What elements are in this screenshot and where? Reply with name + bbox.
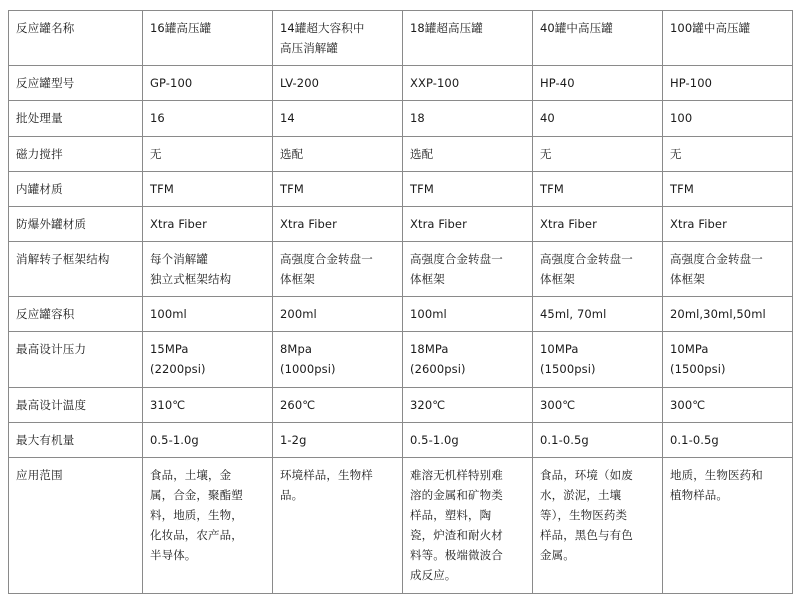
value-cell — [403, 206, 533, 241]
value-cell — [403, 297, 533, 332]
value-line: 无 — [540, 146, 552, 161]
row-label-text: 最高设计温度 — [16, 397, 87, 412]
value-line: 100罐中高压罐 — [670, 21, 751, 35]
value-cell — [143, 332, 273, 387]
value-line: Xtra Fiber — [410, 216, 467, 231]
value-cell — [663, 136, 793, 171]
table-row — [9, 457, 793, 593]
value-line: TFM — [150, 181, 174, 196]
value-cell — [533, 66, 663, 101]
row-label-cell — [9, 136, 143, 171]
value-cell — [403, 422, 533, 457]
value-line: 半导体。 — [150, 548, 197, 563]
row-label-text: 应用范围 — [16, 467, 63, 482]
value-line: 10MPa — [670, 342, 709, 357]
value-cell — [403, 11, 533, 66]
row-label-text: 防爆外罐材质 — [16, 216, 87, 231]
value-cell — [663, 11, 793, 66]
value-cell — [403, 171, 533, 206]
table-row — [9, 136, 793, 171]
value-cell — [273, 171, 403, 206]
value-cell — [663, 422, 793, 457]
row-label-cell — [9, 422, 143, 457]
value-line: 18罐超高压罐 — [410, 21, 483, 35]
row-label-text: 反应罐名称 — [16, 21, 75, 35]
value-line: (1000psi) — [280, 362, 336, 377]
table-row — [9, 422, 793, 457]
value-line: GP-100 — [150, 76, 193, 91]
value-line: 14 — [280, 111, 295, 126]
value-cell — [663, 241, 793, 296]
value-line: 植物样品。 — [670, 487, 728, 502]
value-line: 体框架 — [670, 272, 705, 286]
value-line: 体框架 — [540, 272, 575, 286]
value-line: Xtra Fiber — [280, 216, 337, 231]
value-line: 100 — [670, 111, 693, 126]
value-cell — [663, 171, 793, 206]
value-line: 选配 — [280, 146, 304, 161]
value-line: 45ml, 70ml — [540, 307, 607, 322]
value-cell — [143, 422, 273, 457]
value-line: 高压消解罐 — [280, 41, 338, 56]
value-cell — [403, 66, 533, 101]
row-label-text: 反应罐容积 — [16, 307, 75, 322]
value-cell — [663, 457, 793, 593]
value-line: TFM — [280, 181, 304, 196]
value-cell — [143, 297, 273, 332]
value-cell — [403, 457, 533, 593]
value-cell — [663, 332, 793, 387]
value-line: (1500psi) — [540, 362, 596, 377]
value-line: 10MPa — [540, 342, 579, 357]
value-cell — [273, 66, 403, 101]
value-line: TFM — [410, 181, 434, 196]
value-cell — [273, 457, 403, 593]
value-line: 成反应。 — [410, 568, 457, 583]
value-line: (2600psi) — [410, 362, 466, 377]
value-line: 310℃ — [150, 397, 186, 412]
value-line: 样品，黑色与有色 — [540, 528, 633, 543]
value-line: 20ml,30ml,50ml — [670, 307, 766, 322]
row-label-cell — [9, 457, 143, 593]
value-line: 料等。极端微波合 — [410, 548, 503, 563]
value-line: 15MPa — [150, 342, 189, 357]
value-line: 0.5-1.0g — [410, 432, 459, 447]
value-cell — [273, 387, 403, 422]
value-cell — [663, 387, 793, 422]
row-label-cell — [9, 11, 143, 66]
value-line: TFM — [540, 181, 564, 196]
product-specification-table — [8, 10, 793, 594]
value-line: 溶的金属和矿物类 — [410, 487, 503, 502]
value-line: 每个消解罐 — [150, 251, 208, 266]
table-row — [9, 332, 793, 387]
value-line: HP-40 — [540, 76, 575, 91]
table-row — [9, 101, 793, 136]
value-line: 14罐超大容积中 — [280, 21, 365, 35]
value-line: 300℃ — [670, 397, 706, 412]
value-line: 100ml — [410, 307, 447, 322]
table-row — [9, 11, 793, 66]
row-label-text: 最高设计压力 — [16, 342, 87, 357]
value-line: 地质，生物医药和 — [670, 467, 763, 482]
value-line: 食品，土壤，金 — [150, 467, 232, 482]
value-cell — [143, 101, 273, 136]
value-line: 等），生物医药类 — [540, 508, 628, 522]
row-label-cell — [9, 332, 143, 387]
value-line: 无 — [150, 146, 162, 161]
value-cell — [273, 206, 403, 241]
value-cell — [663, 206, 793, 241]
value-cell — [533, 136, 663, 171]
value-cell — [143, 206, 273, 241]
value-cell — [533, 101, 663, 136]
value-line: 0.1-0.5g — [540, 432, 589, 447]
value-cell — [533, 206, 663, 241]
value-cell — [143, 171, 273, 206]
value-cell — [533, 297, 663, 332]
value-cell — [533, 171, 663, 206]
value-line: (1500psi) — [670, 362, 726, 377]
value-line: 0.5-1.0g — [150, 432, 199, 447]
value-cell — [403, 101, 533, 136]
value-line: 260℃ — [280, 397, 316, 412]
value-line: 300℃ — [540, 397, 576, 412]
value-cell — [403, 241, 533, 296]
table-row — [9, 241, 793, 296]
value-line: 高强度合金转盘一 — [670, 251, 763, 266]
value-line: 8Mpa — [280, 342, 312, 357]
value-cell — [533, 387, 663, 422]
value-cell — [533, 332, 663, 387]
row-label-cell — [9, 101, 143, 136]
value-line: 18 — [410, 111, 425, 126]
table-row — [9, 206, 793, 241]
value-cell — [403, 136, 533, 171]
value-line: 食品，环境（如废 — [540, 467, 633, 482]
table-row — [9, 171, 793, 206]
value-line: XXP-100 — [410, 76, 460, 91]
value-line: 环境样品，生物样 — [280, 467, 373, 482]
value-line: 金属。 — [540, 548, 575, 563]
row-label-text: 最大有机量 — [16, 432, 75, 447]
value-cell — [273, 241, 403, 296]
value-line: 0.1-0.5g — [670, 432, 719, 447]
value-cell — [403, 332, 533, 387]
value-line: TFM — [670, 181, 694, 196]
value-cell — [403, 387, 533, 422]
value-line: 200ml — [280, 307, 317, 322]
row-label-text: 批处理量 — [16, 111, 63, 126]
value-cell — [533, 11, 663, 66]
value-line: LV-200 — [280, 76, 320, 91]
row-label-text: 内罐材质 — [16, 181, 63, 196]
table-row — [9, 387, 793, 422]
value-line: 40罐中高压罐 — [540, 21, 613, 35]
value-line: 16 — [150, 111, 165, 126]
table-row — [9, 297, 793, 332]
value-cell — [533, 241, 663, 296]
value-line: HP-100 — [670, 76, 713, 91]
value-line: 高强度合金转盘一 — [280, 251, 373, 266]
value-cell — [143, 66, 273, 101]
value-line: Xtra Fiber — [150, 216, 207, 231]
value-cell — [533, 457, 663, 593]
value-cell — [273, 101, 403, 136]
value-cell — [273, 422, 403, 457]
row-label-cell — [9, 387, 143, 422]
value-line: 样品，塑料，陶 — [410, 508, 492, 522]
row-label-text: 消解转子框架结构 — [16, 251, 110, 266]
value-line: Xtra Fiber — [540, 216, 597, 231]
value-line: 体框架 — [410, 272, 445, 286]
value-cell — [143, 11, 273, 66]
value-line: 无 — [670, 146, 682, 161]
value-line: 16罐高压罐 — [150, 21, 212, 35]
row-label-cell — [9, 241, 143, 296]
value-line: 体框架 — [280, 272, 315, 286]
value-line: 化妆品，农产品， — [150, 528, 243, 543]
row-label-text: 反应罐型号 — [16, 76, 75, 91]
value-line: 高强度合金转盘一 — [410, 251, 503, 266]
value-cell — [273, 11, 403, 66]
value-line: 18MPa — [410, 342, 449, 357]
row-label-cell — [9, 297, 143, 332]
value-line: (2200psi) — [150, 362, 206, 377]
value-line: 难溶无机样特别难 — [410, 467, 503, 482]
row-label-text: 磁力搅拌 — [16, 146, 63, 161]
value-line: 水，淤泥，土壤 — [540, 487, 622, 502]
value-cell — [273, 297, 403, 332]
value-line: 瓷，炉渣和耐火材 — [410, 528, 503, 543]
value-line: 独立式框架结构 — [150, 272, 232, 286]
value-line: 40 — [540, 111, 555, 126]
row-label-cell — [9, 171, 143, 206]
value-line: Xtra Fiber — [670, 216, 727, 231]
row-label-cell — [9, 206, 143, 241]
spec-table-body — [9, 11, 793, 594]
value-line: 属，合金，聚酯塑 — [150, 487, 243, 502]
value-cell — [273, 136, 403, 171]
value-cell — [273, 332, 403, 387]
value-line: 320℃ — [410, 397, 446, 412]
value-line: 1-2g — [280, 432, 307, 447]
value-cell — [143, 241, 273, 296]
value-cell — [143, 457, 273, 593]
value-line: 选配 — [410, 146, 434, 161]
value-cell — [663, 66, 793, 101]
value-line: 高强度合金转盘一 — [540, 251, 633, 266]
value-cell — [663, 297, 793, 332]
row-label-cell — [9, 66, 143, 101]
value-line: 100ml — [150, 307, 187, 322]
value-line: 料，地质，生物， — [150, 508, 243, 522]
value-cell — [143, 387, 273, 422]
value-cell — [533, 422, 663, 457]
value-cell — [663, 101, 793, 136]
value-cell — [143, 136, 273, 171]
value-line: 品。 — [280, 487, 304, 502]
table-row — [9, 66, 793, 101]
